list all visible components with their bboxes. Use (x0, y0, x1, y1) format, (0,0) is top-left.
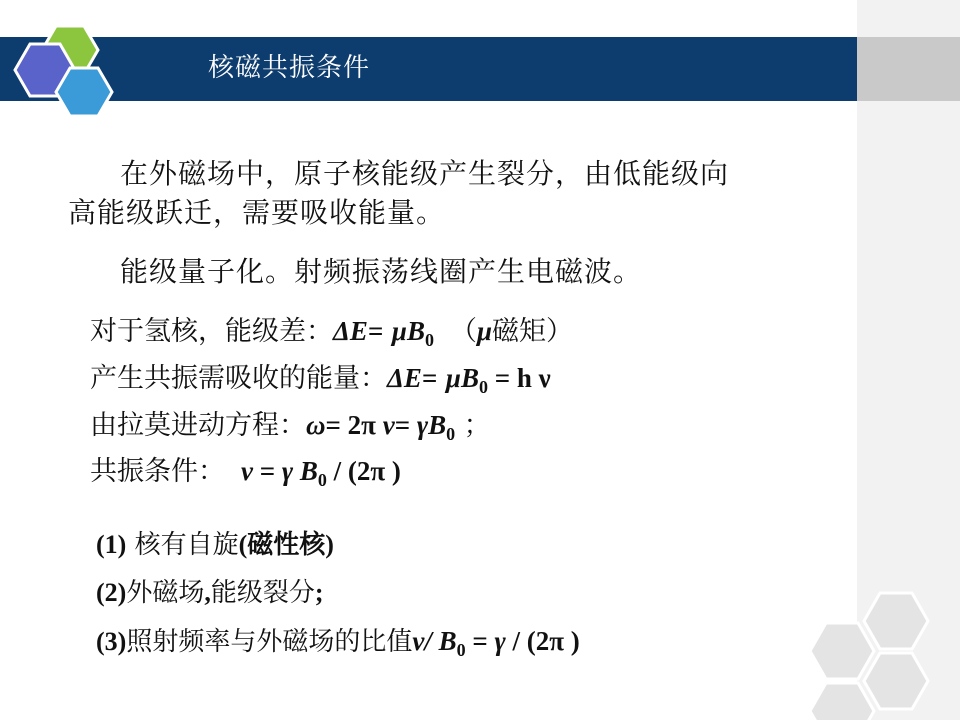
h-nu-term: = h ν (487, 363, 551, 393)
nu-symbol: ν (382, 410, 395, 440)
subscript-zero: 0 (456, 640, 466, 660)
nu-symbol: ν (412, 626, 425, 656)
gamma-b-symbol: γ B (281, 456, 318, 486)
condition-number: (2) (96, 578, 127, 607)
intro-line-1: 在外磁场中，原子核能级产生裂分，由低能级向 (120, 157, 730, 190)
subscript-zero: 0 (446, 424, 456, 444)
condition-item-3 (96, 621, 580, 661)
slide-title: 核磁共振条件 (208, 53, 371, 83)
larmor-equation-row (90, 405, 491, 445)
equals-sign: = (252, 456, 282, 486)
over-b-term: / B (424, 626, 457, 656)
hexagon-gray-icon-2 (810, 623, 874, 679)
intro-line-2: 高能级跃迁，需要吸收能量。 (68, 196, 446, 229)
equals-sign: = (367, 316, 384, 346)
condition-tail: (磁性核) (238, 530, 334, 559)
delta-e-symbol: ΔE (387, 363, 422, 393)
two-pi-term: = 2π (325, 410, 383, 440)
condition-item-1 (96, 525, 334, 565)
subscript-zero: 0 (317, 470, 327, 490)
hexagon-blue-icon (56, 68, 112, 116)
mu-b-symbol: μB (445, 363, 479, 393)
comma: , (204, 578, 211, 607)
resonance-label: 产生共振需吸收的能量： (90, 363, 387, 394)
mu-b-symbol: μB (391, 316, 425, 346)
nu-symbol: ν (241, 456, 253, 486)
hexagon-gray-icon-4 (810, 683, 874, 720)
condition-text: 照射频率与外磁场的比值 (126, 627, 413, 657)
condition-label: 共振条件： (90, 456, 225, 487)
larmor-label: 由拉莫进动方程： (90, 410, 306, 441)
subscript-zero: 0 (478, 377, 488, 397)
gamma-b-symbol: γB (416, 410, 447, 440)
hexagon-gray-icon-3 (864, 653, 928, 709)
gamma-symbol: γ (494, 626, 506, 656)
omega-symbol: ω (306, 410, 326, 440)
subscript-zero: 0 (424, 330, 434, 350)
hydrogen-energy-gap-row (90, 311, 573, 351)
condition-text: 核有自旋 (126, 530, 239, 560)
resonance-energy-row (90, 358, 551, 398)
hexagon-gray-icon-1 (864, 593, 928, 649)
note-open-paren: （ (449, 316, 477, 347)
condition-text: 外磁场 (126, 578, 205, 608)
condition-item-2 (96, 573, 324, 613)
semicolon: ; (314, 578, 324, 607)
hexagon-cluster-bottom-right-icon (810, 593, 928, 720)
equals-sign: = (465, 626, 495, 656)
two-pi-divisor: / (2π ) (505, 626, 580, 656)
two-pi-divisor: / (2π ) (326, 456, 401, 486)
condition-number: (1) (96, 530, 127, 559)
mu-symbol: μ (476, 316, 492, 346)
delta-e-symbol: ΔE (333, 316, 368, 346)
equals-sign: = (421, 363, 438, 393)
condition-tail: 能级裂分 (210, 578, 315, 608)
hexagon-cluster-top-left-icon (15, 26, 112, 116)
intro-line-3: 能级量子化。射频振荡线圈产生电磁波。 (120, 255, 643, 288)
magnetic-moment-note: 磁矩） (491, 316, 573, 347)
condition-number: (3) (96, 627, 127, 656)
hydrogen-label: 对于氢核，能级差： (90, 316, 333, 347)
resonance-condition-row (90, 451, 401, 491)
semicolon: ； (455, 410, 491, 441)
equals-sign: = (394, 410, 417, 440)
